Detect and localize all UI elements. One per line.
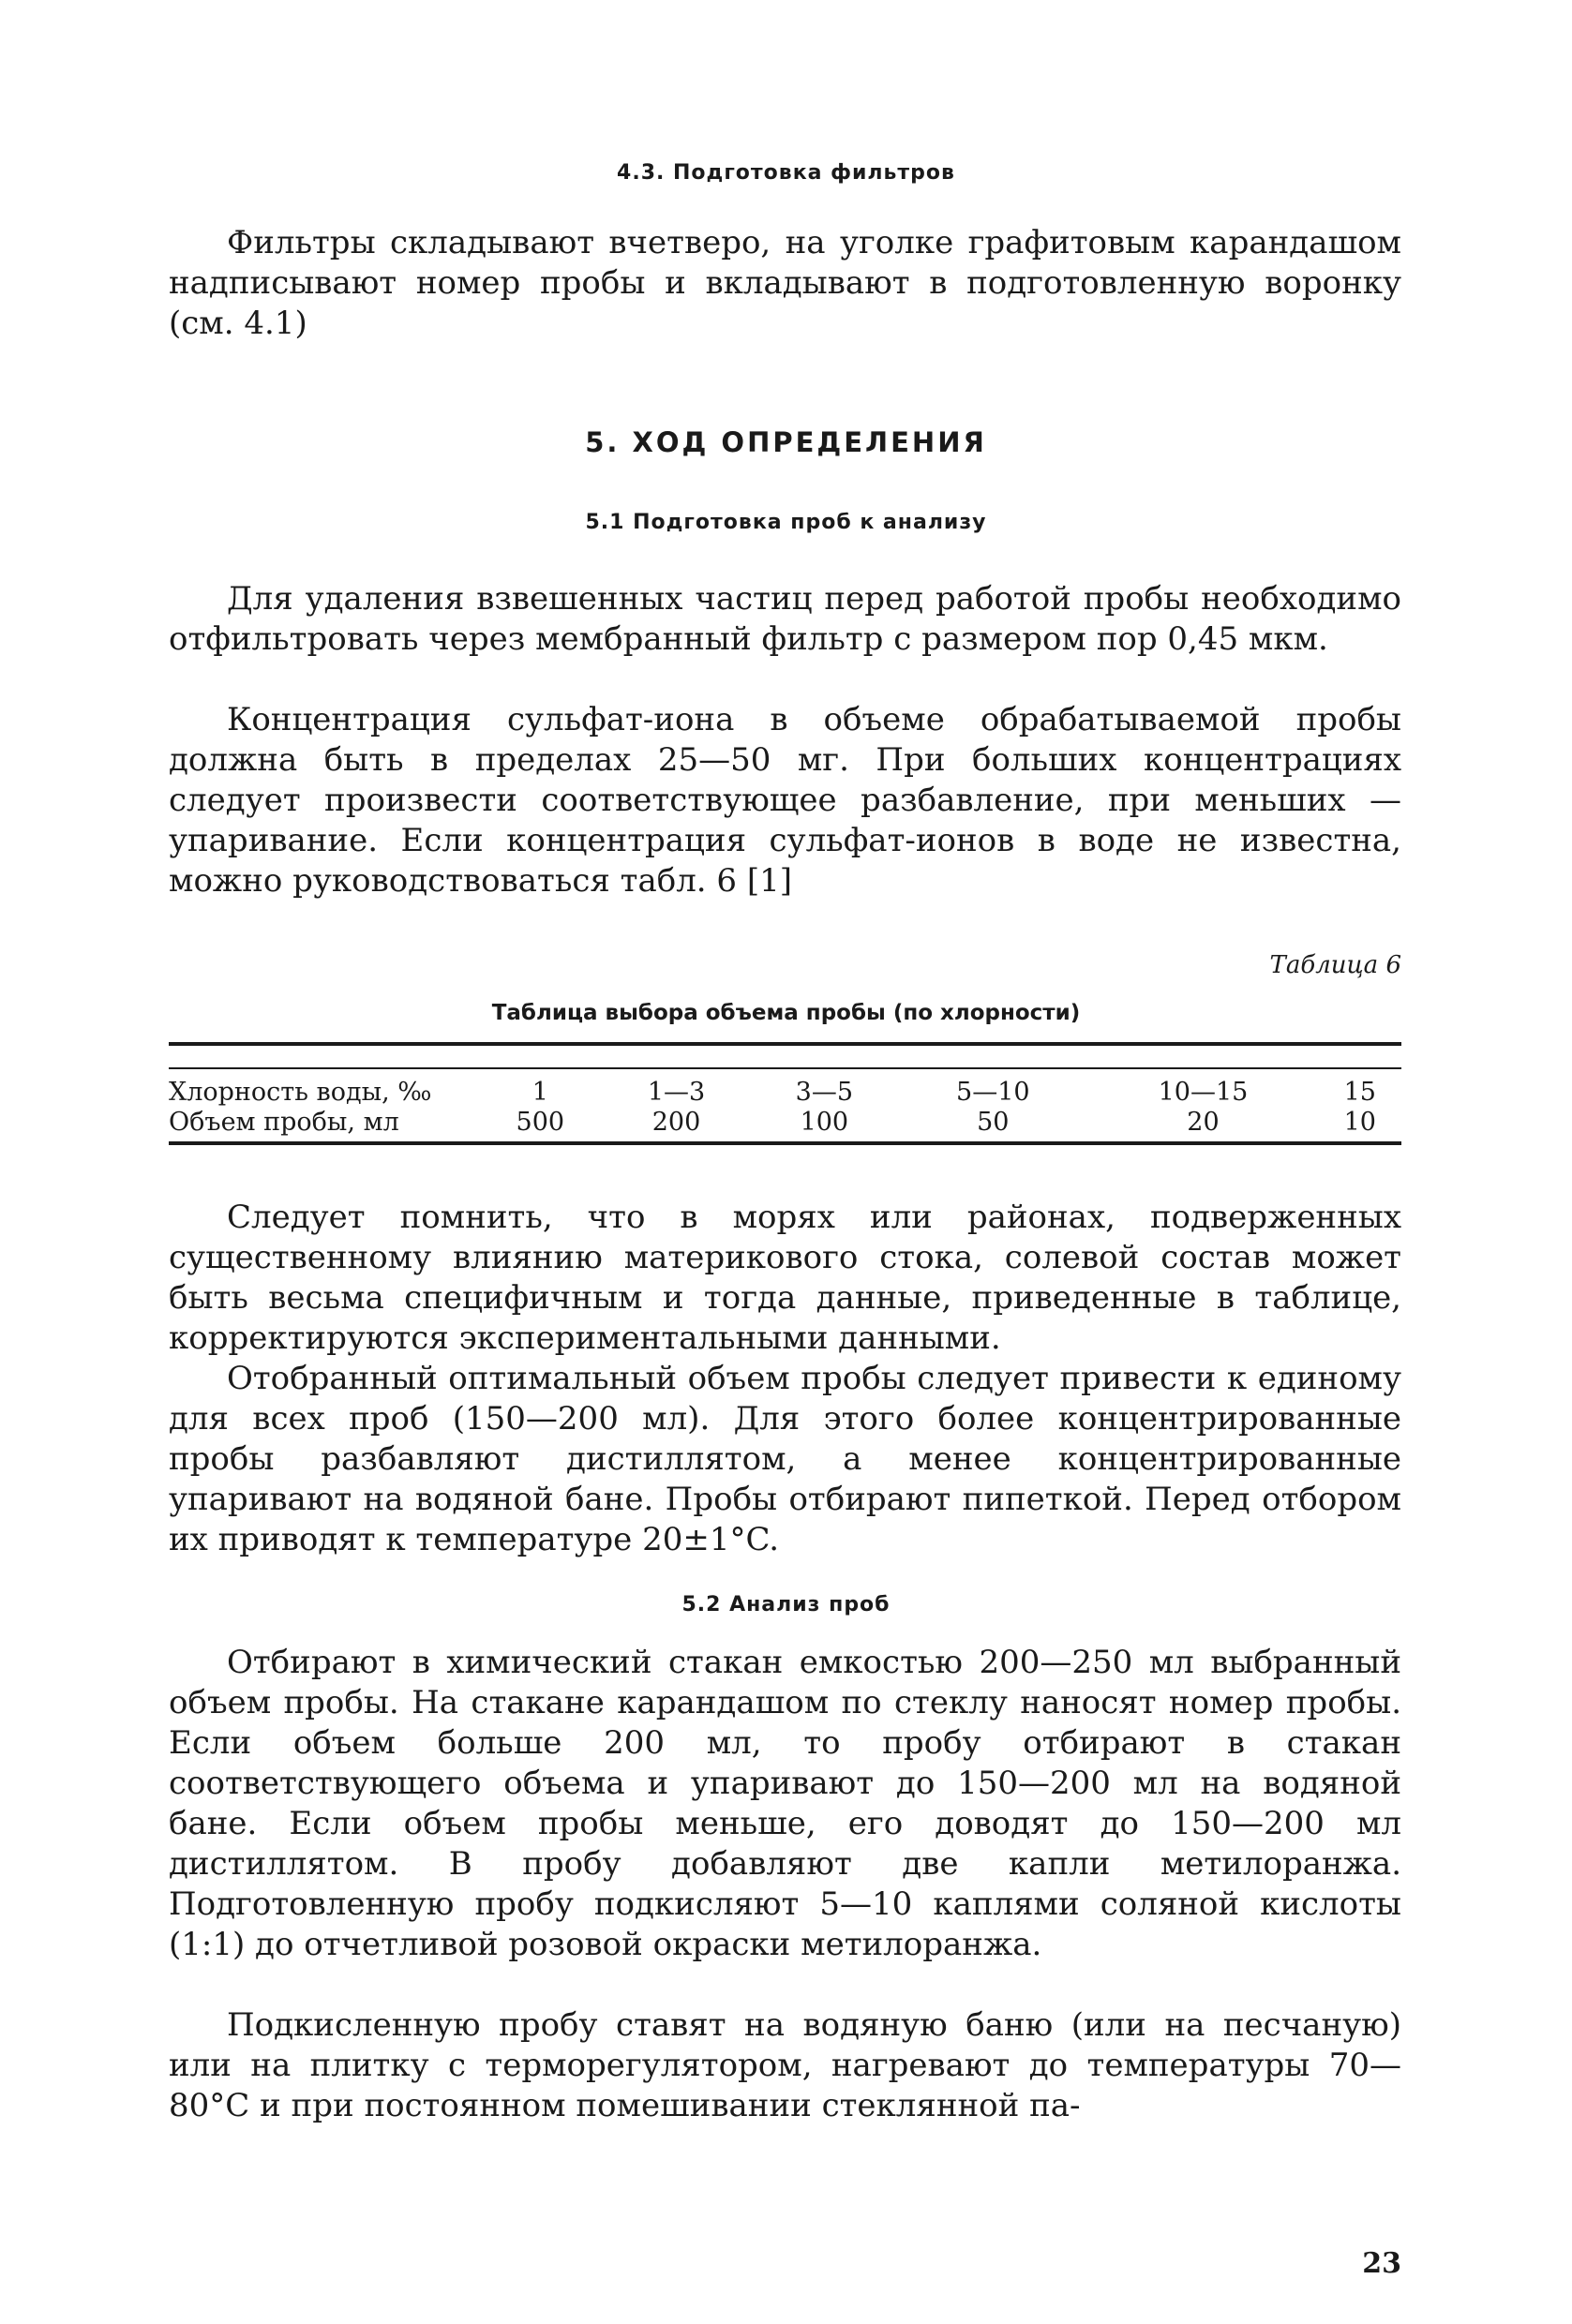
- section-5-1-paragraph-1: Для удаления взвешенных частиц перед работой пробы необходимо отфильтровать через мембранный фильтр с размером пор 0,45 мкм.: [169, 580, 1401, 658]
- table-cell: 15: [1343, 1078, 1376, 1107]
- section-5-1-title: 5.1 Подготовка проб к анализу: [585, 511, 987, 534]
- section-5-2-title: 5.2 Анализ проб: [681, 1593, 891, 1616]
- table-cell: 20: [1187, 1108, 1220, 1137]
- table-row-header: Хлорность воды, ‰: [169, 1078, 432, 1107]
- table-top-rule: [169, 1042, 1401, 1046]
- table-row: [169, 1078, 1401, 1108]
- table-row: [169, 1108, 1401, 1138]
- section-5-2-paragraph-2: Подкисленную пробу ставят на водяную баню (или на песчаную) или на плитку с терморегулятором, нагревают до температуры 70—80°C и при постоянном помешивании стеклянной па-: [169, 2006, 1401, 2124]
- table-cell: 50: [977, 1108, 1010, 1137]
- table-cell: 500: [516, 1108, 565, 1137]
- section-5-1-paragraph-2: Концентрация сульфат-иона в объеме обрабатываемой пробы должна быть в пределах 25—50 мг. При больших концентрациях следует произвести соответствующее разбавление, при меньших — упаривание. Если концентрация сульфат-ионов в воде не известна, можно руководствоваться табл. 6 [1]: [169, 701, 1401, 900]
- section-5-1-paragraph-4: Отобранный оптимальный объем пробы следует привести к единому для всех проб (150—200 мл). Для этого более концентрированные пробы разбавляют дистиллятом, а менее концентрированные упаривают на водяной бане. Пробы отбирают пипеткой. Перед отбором их приводят к температуре 20±1°C.: [169, 1360, 1401, 1558]
- table-title: Таблица выбора объема пробы (по хлорности): [491, 1001, 1081, 1025]
- section-5-1-paragraph-3: Следует помнить, что в морях или районах, подверженных существенному влиянию материкового стока, солевой состав может быть весьма специфичным и тогда данные, приведенные в таблице, корректируются экспериментальными данными.: [169, 1199, 1401, 1357]
- page-number: 23: [1362, 2247, 1401, 2280]
- table-cell: 100: [800, 1108, 849, 1137]
- table-second-rule: [169, 1067, 1401, 1069]
- table-cell: 1: [531, 1078, 548, 1107]
- table-cell: 10—15: [1158, 1078, 1249, 1107]
- section-4-3-title: 4.3. Подготовка фильтров: [617, 161, 955, 185]
- table-bottom-rule: [169, 1141, 1401, 1145]
- table-cell: 1—3: [647, 1078, 706, 1107]
- table-label: Таблица 6: [1269, 951, 1401, 979]
- section-5-2-paragraph-1: Отбирают в химический стакан емкостью 200—250 мл выбранный объем пробы. На стакане карандашом по стеклу наносят номер пробы. Если объем больше 200 мл, то пробу отбирают в стакан соответствующего объема и упаривают до 150—200 мл на водяной бане. Если объем пробы меньше, его доводят до 150—200 мл дистиллятом. В пробу добавляют две капли метилоранжа. Подготовленную пробу подкисляют 5—10 каплями соляной кислоты (1:1) до отчетливой розовой окраски метилоранжа.: [169, 1644, 1401, 1963]
- sample-volume-table: [169, 1078, 1401, 1138]
- table-cell: 3—5: [795, 1078, 854, 1107]
- section-5-title: 5. ХОД ОПРЕДЕЛЕНИЯ: [585, 426, 987, 458]
- section-4-3-text: Фильтры складывают вчетверо, на уголке графитовым карандашом надписывают номер пробы и вкладывают в подготовленную воронку (см. 4.1): [169, 224, 1401, 342]
- table-cell: 10: [1343, 1108, 1376, 1137]
- table-row-header: Объем пробы, мл: [169, 1108, 399, 1137]
- table-cell: 200: [651, 1108, 701, 1137]
- table-cell: 5—10: [956, 1078, 1030, 1107]
